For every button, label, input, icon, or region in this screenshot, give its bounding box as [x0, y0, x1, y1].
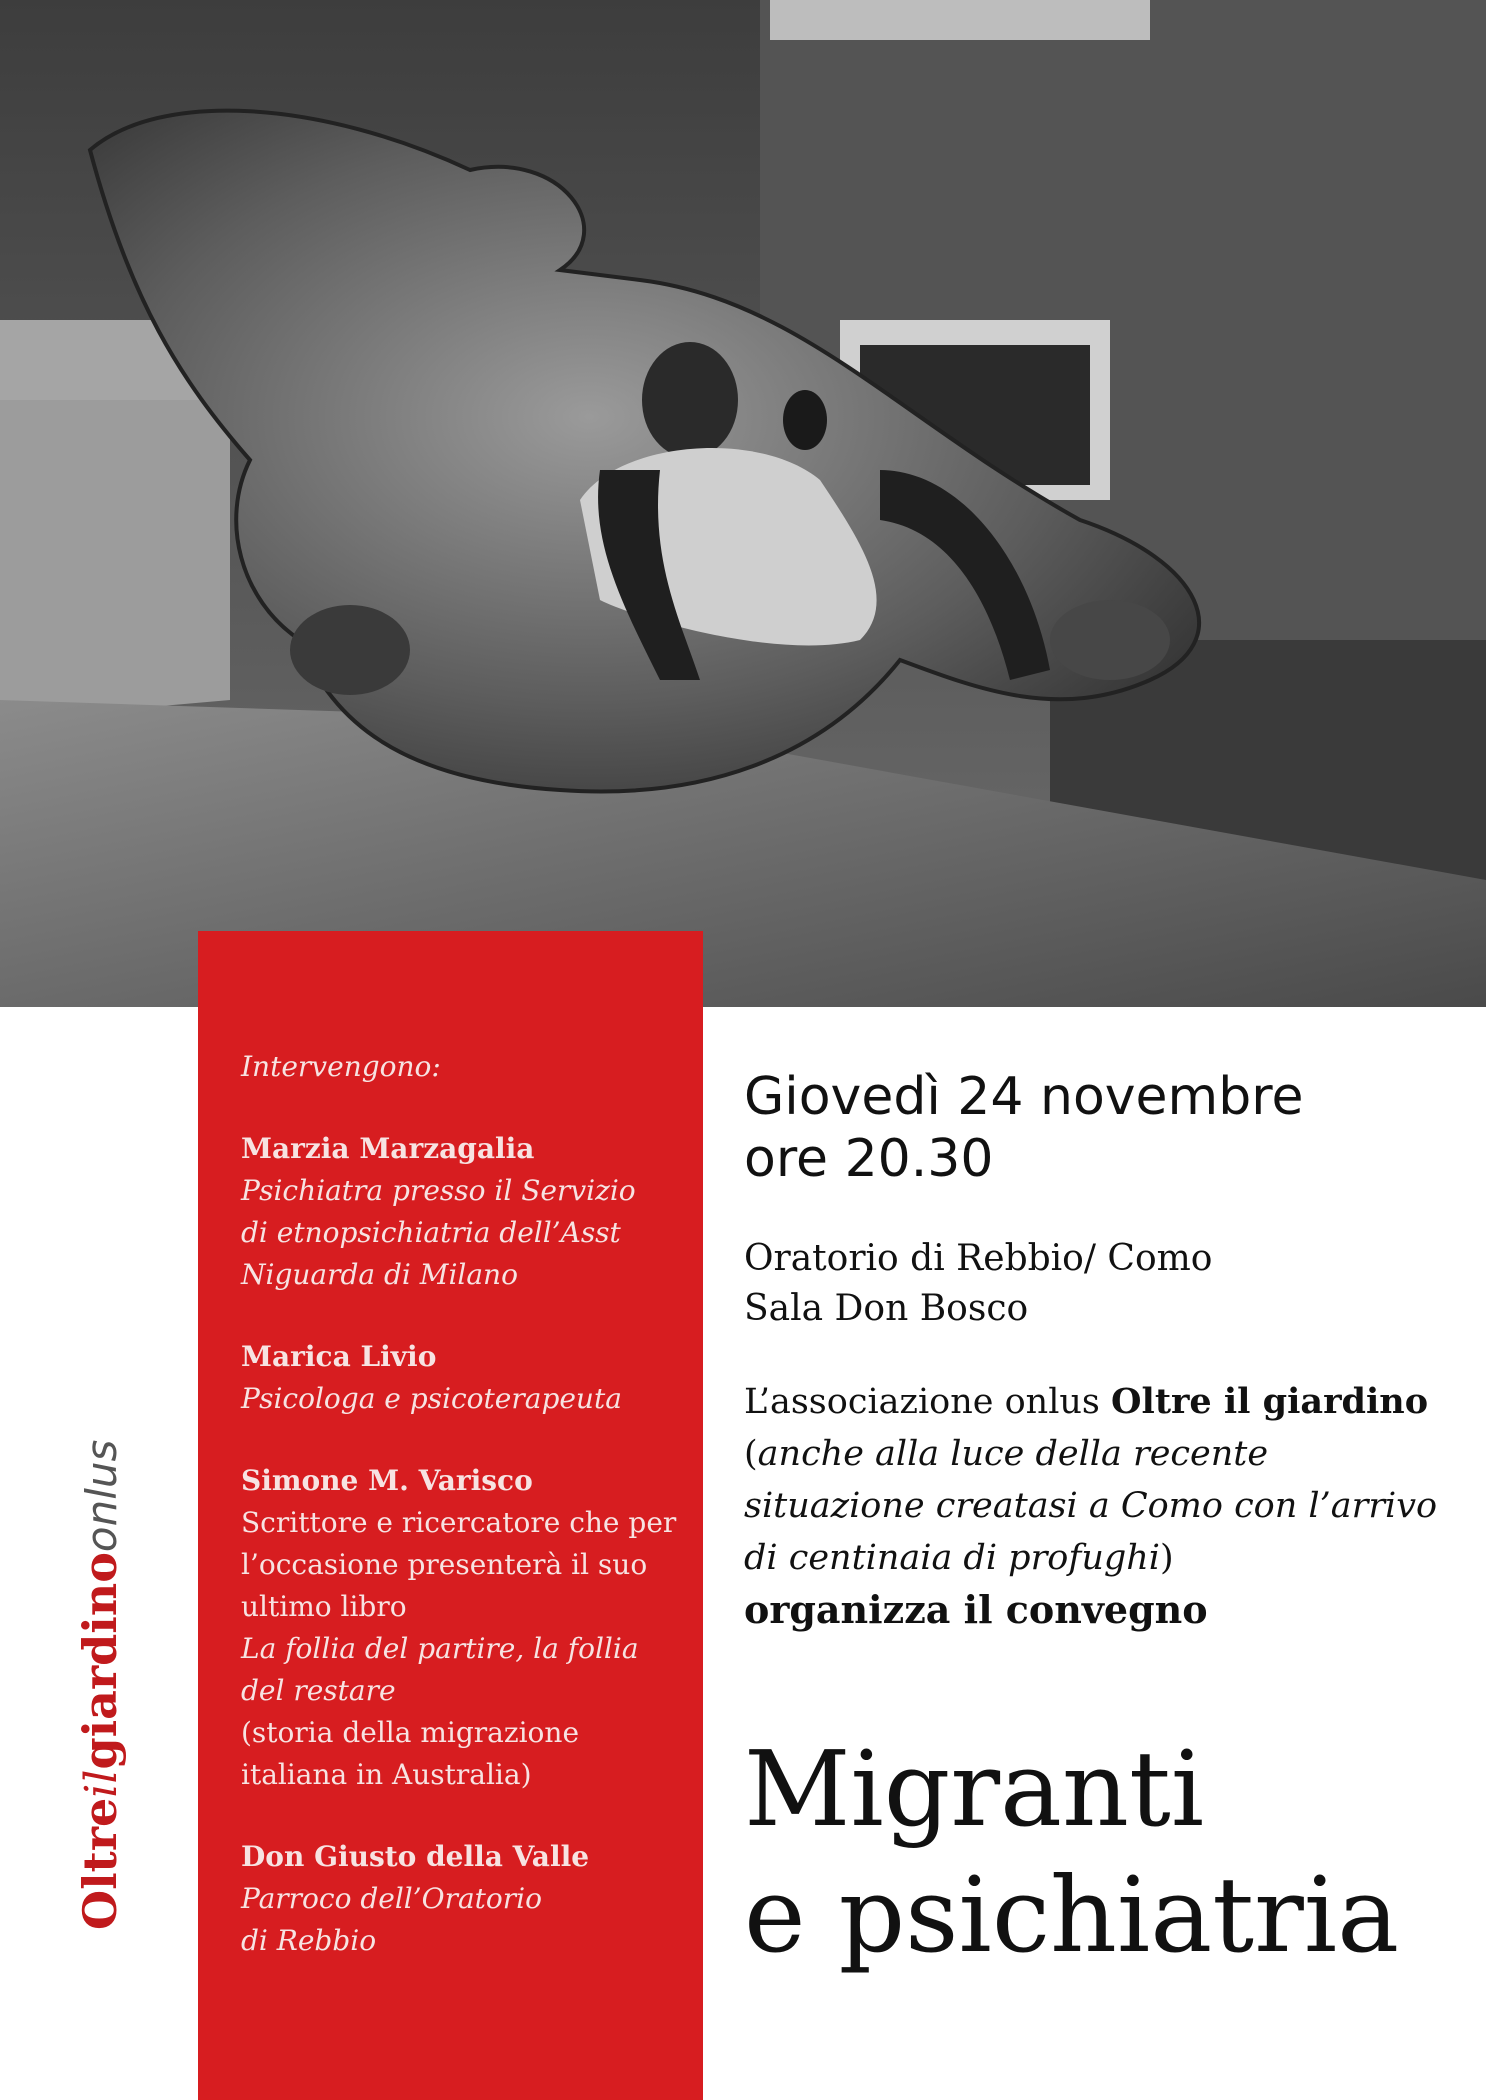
speaker-description: ultimo libro	[241, 1590, 407, 1623]
speaker-role: Parroco dell’Oratorio	[241, 1882, 542, 1915]
paren-close: )	[1160, 1538, 1174, 1578]
speaker-description: l’occasione presenterà il suo	[241, 1548, 648, 1581]
speaker-name: Marica Livio	[241, 1340, 437, 1373]
book-note: (storia della migrazione	[241, 1716, 580, 1749]
speaker-role: di etnopsichiatria dell’Asst	[241, 1216, 621, 1249]
event-time: ore 20.30	[744, 1129, 994, 1189]
speakers-intro: Intervengono:	[241, 1050, 441, 1083]
book-title: La follia del partire, la follia	[241, 1632, 639, 1665]
logo-il: il	[76, 1769, 127, 1798]
logo-oltre: Oltre	[73, 1797, 127, 1930]
speaker-role: di Rebbio	[241, 1924, 377, 1957]
title-line: e psichiatria	[744, 1854, 1400, 1976]
conference-title	[744, 1726, 1399, 1978]
association-line	[744, 1428, 1464, 1480]
book-title: del restare	[241, 1674, 396, 1707]
association-note: anche alla luce della recente	[757, 1434, 1269, 1474]
venue-line: Sala Don Bosco	[744, 1288, 1029, 1329]
speaker-varisco	[241, 1460, 691, 1796]
title-line: Migranti	[744, 1728, 1205, 1850]
event-info	[744, 1066, 1464, 1636]
association-note: di centinaia di profughi	[744, 1538, 1161, 1578]
speaker-name: Simone M. Varisco	[241, 1464, 533, 1497]
organizes-text: organizza il convegno	[744, 1587, 1208, 1632]
speaker-role: Niguarda di Milano	[241, 1258, 518, 1291]
event-date: Giovedì 24 novembre	[744, 1067, 1304, 1127]
speakers-list	[241, 1046, 691, 2002]
association-line	[744, 1376, 1464, 1428]
speaker-marzagalia	[241, 1128, 691, 1296]
speaker-role: Psicologa e psicoterapeuta	[241, 1382, 622, 1415]
speaker-role: Psichiatra presso il Servizio	[241, 1174, 636, 1207]
association-text	[744, 1376, 1464, 1636]
association-line	[744, 1532, 1464, 1584]
logo-onlus: onlus	[77, 1439, 126, 1553]
hero-photo	[0, 0, 1486, 1007]
venue-line: Oratorio di Rebbio/ Como	[744, 1238, 1213, 1279]
speaker-livio	[241, 1336, 691, 1420]
logo-giardino: giardino	[73, 1552, 127, 1770]
association-prefix: L’associazione onlus	[744, 1382, 1112, 1422]
speaker-description: Scrittore e ricercatore che per	[241, 1506, 677, 1539]
speaker-name: Marzia Marzagalia	[241, 1132, 535, 1165]
paren-open: (	[744, 1434, 758, 1474]
event-venue	[744, 1234, 1464, 1334]
association-logo	[73, 1439, 127, 1930]
book-note: italiana in Australia)	[241, 1758, 532, 1791]
association-name: Oltre il giardino	[1111, 1381, 1429, 1422]
speaker-name: Don Giusto della Valle	[241, 1840, 590, 1873]
association-note: situazione creatasi a Como con l’arrivo	[744, 1486, 1438, 1526]
speaker-della-valle	[241, 1836, 691, 1962]
